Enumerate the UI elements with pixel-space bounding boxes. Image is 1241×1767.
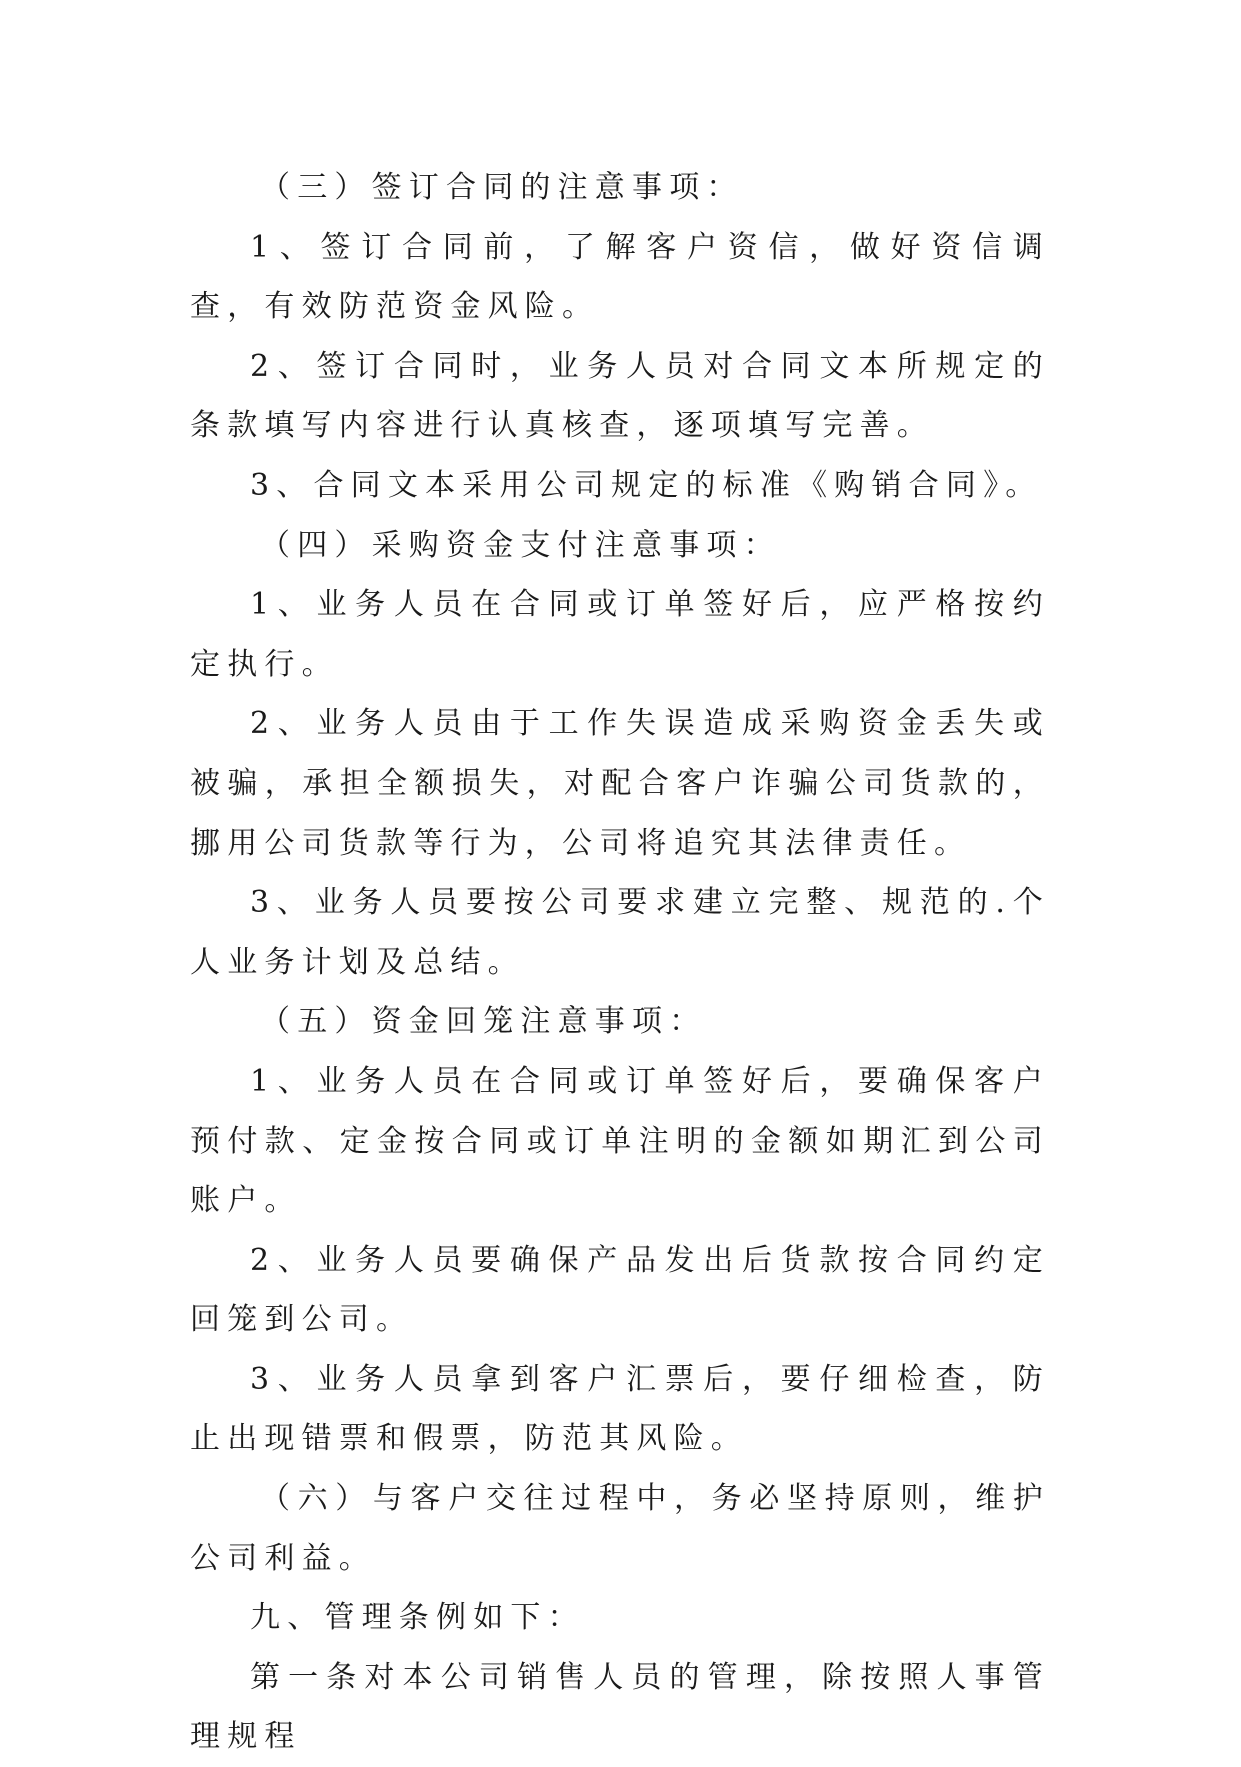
paragraph-item: 3、合同文本采用公司规定的标准《购销合同》。 — [250, 467, 1043, 503]
paragraph-item: 2、业务人员要确保产品发出后货款按合同约定回笼到公司。 — [190, 1242, 1050, 1338]
section-heading-six: （六）与客户交往过程中，务必坚持原则，维护公司利益。 — [190, 1481, 1050, 1576]
paragraph-item: 1、签订合同前，了解客户资信，做好资信调查，有效防范资金风险。 — [190, 229, 1050, 325]
paragraph-item: 3、业务人员要按公司要求建立完整、规范的.个人业务计划及总结。 — [190, 885, 1050, 980]
paragraph-article-one: 第一条对本公司销售人员的管理，除按照人事管理规程 — [190, 1659, 1050, 1755]
paragraph-item: 3、业务人员拿到客户汇票后，要仔细检查，防止出现错票和假票，防范其风险。 — [190, 1361, 1050, 1457]
section-heading-nine: 九、管理条例如下： — [250, 1600, 585, 1636]
paragraph-item: 1、业务人员在合同或订单签好后，要确保客户预付款、定金按合同或订单注明的金额如期汇到公司账户。 — [190, 1063, 1050, 1219]
document-body — [190, 158, 1050, 1767]
section-heading-five: （五）资金回笼注意事项： — [260, 1004, 707, 1040]
section-heading-four: （四）采购资金支付注意事项： — [260, 527, 781, 563]
paragraph-item: 2、业务人员由于工作失误造成采购资金丢失或被骗，承担全额损失，对配合客户诈骗公司货款的，挪用公司货款等行为，公司将追究其法律责任。 — [190, 706, 1050, 861]
paragraph-item: 2、签订合同时，业务人员对合同文本所规定的条款填写内容进行认真核查，逐项填写完善。 — [190, 348, 1050, 444]
section-heading-three: （三）签订合同的注意事项： — [260, 170, 744, 205]
paragraph-item: 1、业务人员在合同或订单签好后，应严格按约定执行。 — [190, 587, 1050, 682]
